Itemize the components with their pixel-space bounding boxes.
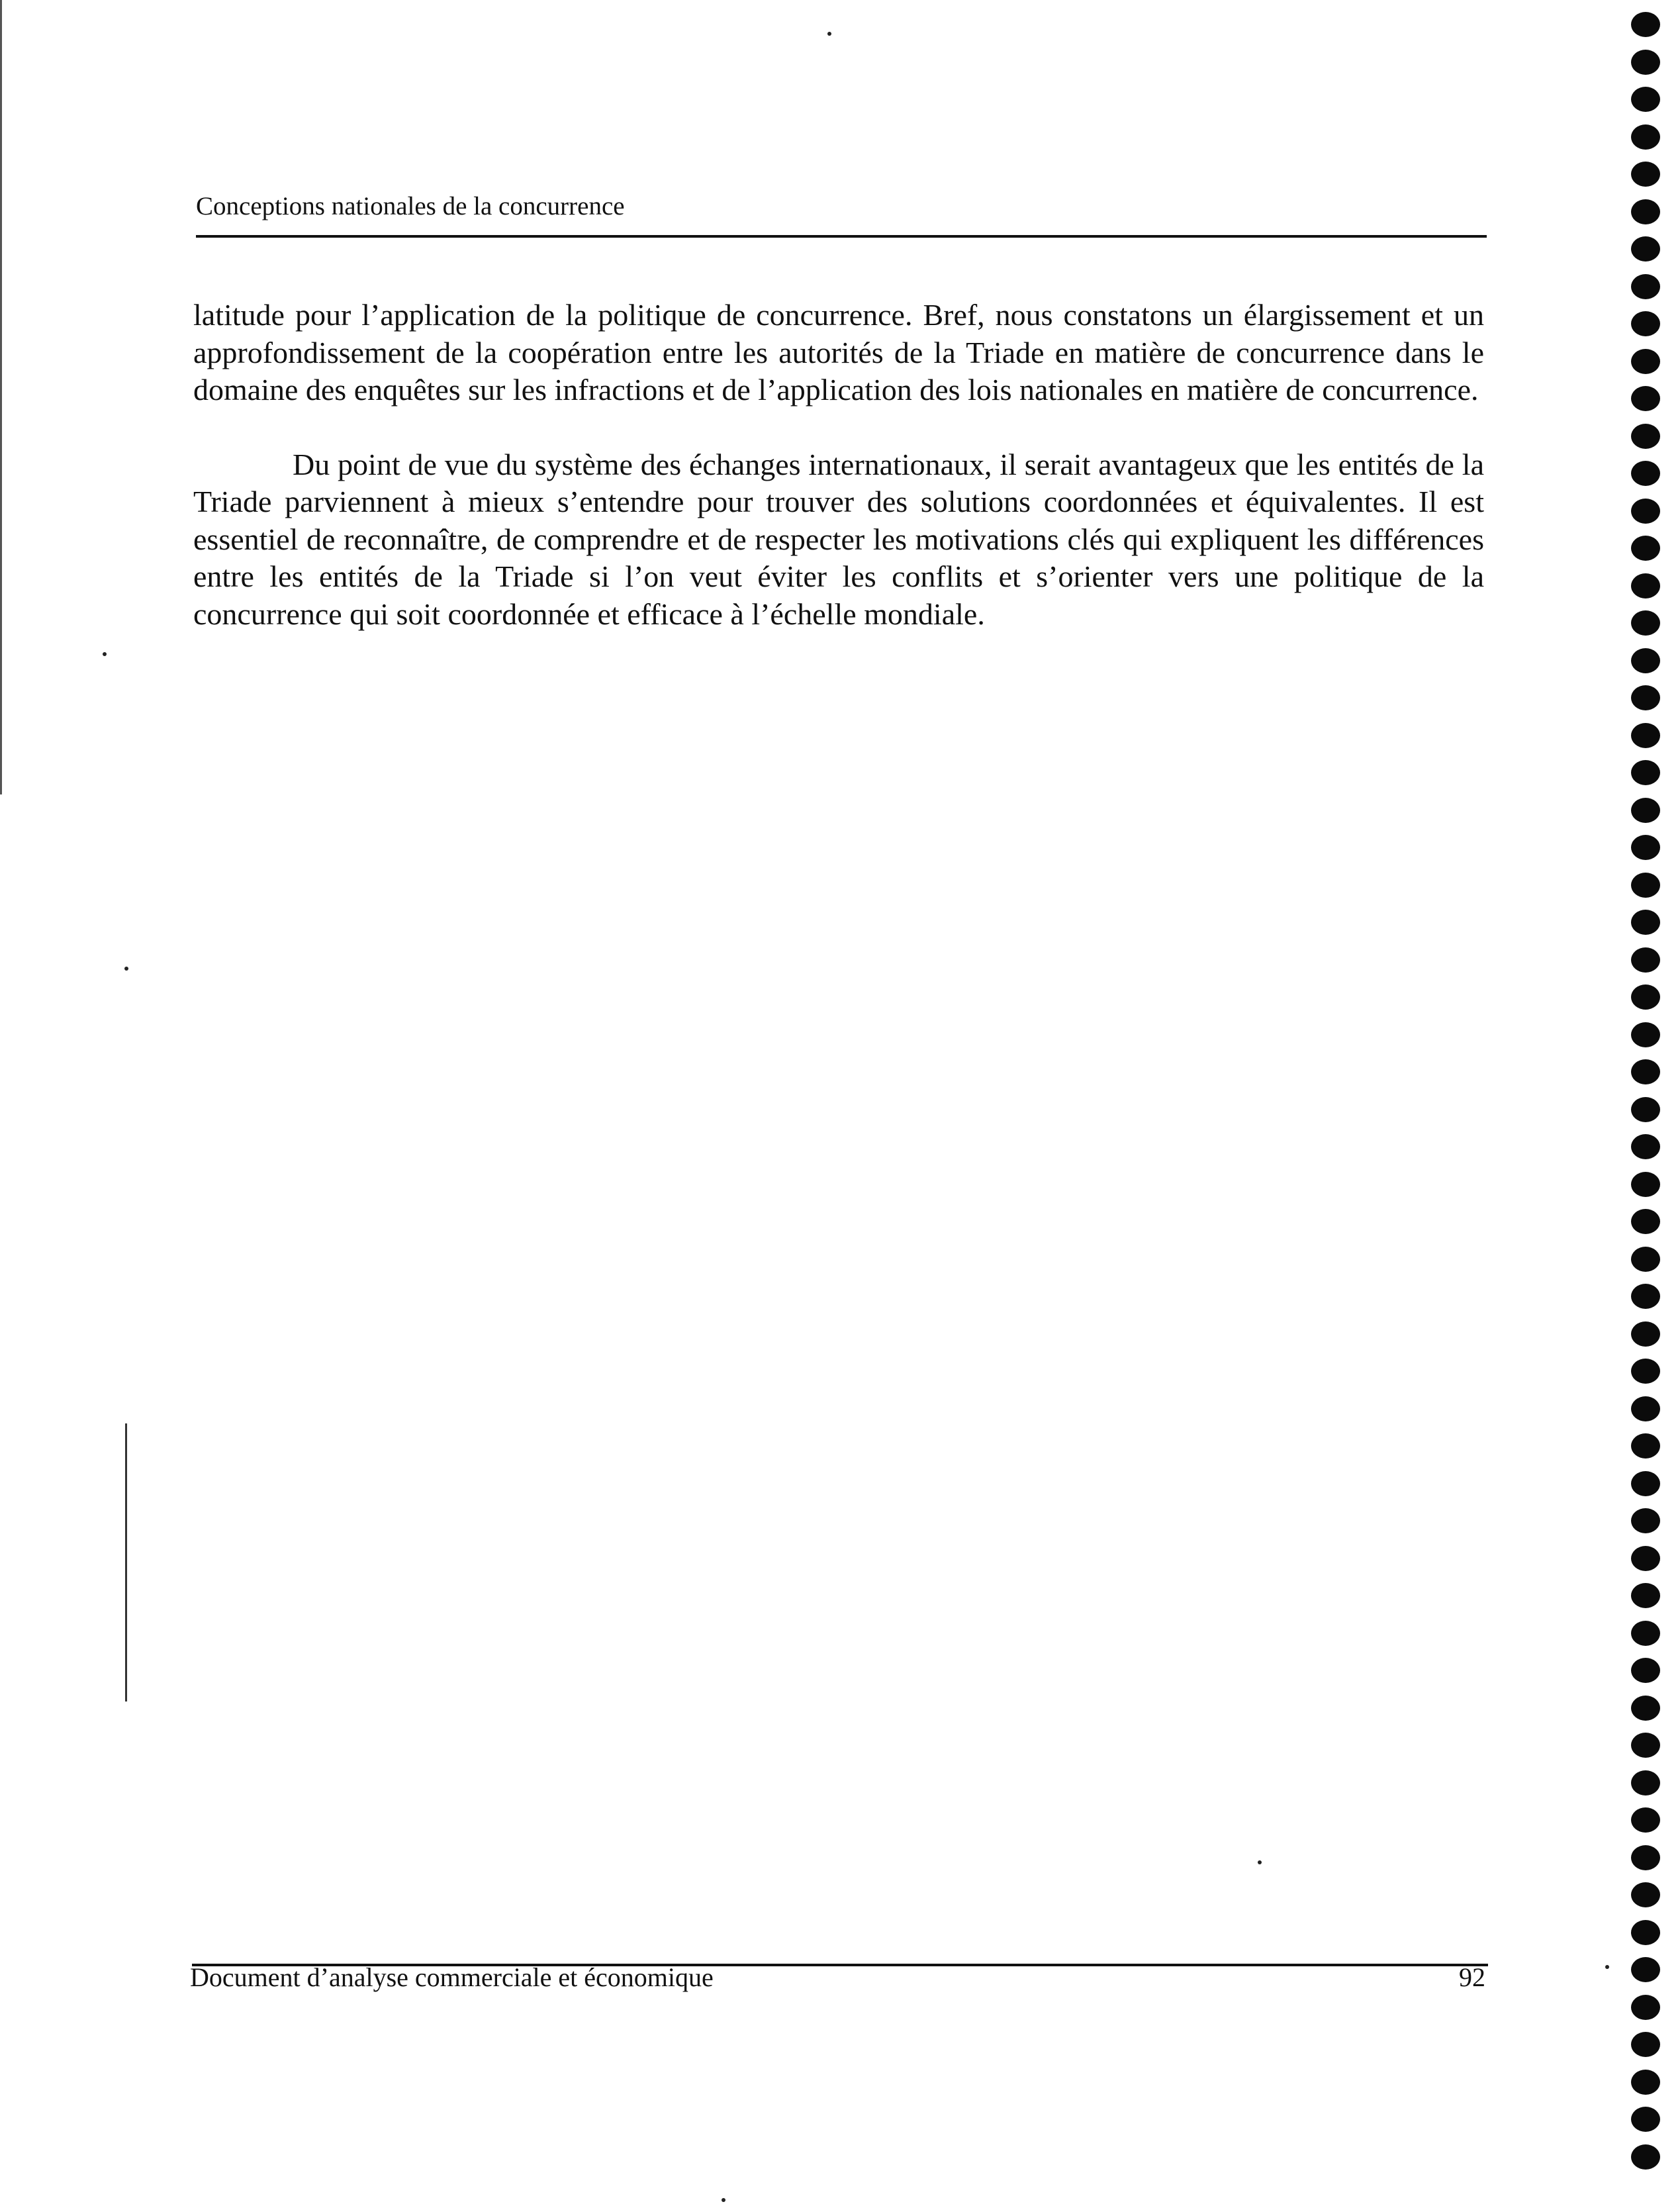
binding-hole (1631, 1658, 1660, 1683)
scan-speck (722, 2198, 725, 2202)
binding-hole (1631, 873, 1660, 898)
scan-speck (1605, 1965, 1609, 1969)
binding-hole (1631, 199, 1660, 224)
paragraph-1: latitude pour l’application de la politique de concurrence. Bref, nous constatons un élargissement et un approfondissement de la coopération entre les autorités de la Triade en matière de concurrence dans le domaine des enquêtes sur les infractions et de l’application des lois nationales en matière de concurrence. (193, 298, 1484, 407)
binding-hole (1631, 1508, 1660, 1533)
binding-hole (1631, 835, 1660, 860)
binding-hole (1631, 1583, 1660, 1608)
scan-speck (827, 32, 831, 36)
binding-hole (1631, 87, 1660, 112)
header-rule (196, 235, 1487, 238)
binding-hole (1631, 723, 1660, 748)
binding-hole (1631, 1471, 1660, 1496)
running-header: Conceptions nationales de la concurrence (196, 192, 625, 220)
binding-hole (1631, 1733, 1660, 1758)
binding-hole (1631, 1882, 1660, 1907)
binding-hole (1631, 1134, 1660, 1159)
scan-artifact-line (125, 1423, 127, 1701)
binding-hole (1631, 1807, 1660, 1833)
binding-hole (1631, 1621, 1660, 1646)
binding-hole (1631, 1957, 1660, 1982)
binding-hole (1631, 536, 1660, 561)
binding-hole (1631, 984, 1660, 1010)
binding-hole (1631, 685, 1660, 710)
binding-hole (1631, 1396, 1660, 1421)
page-edge-shadow (0, 0, 2, 794)
binding-hole (1631, 12, 1660, 37)
binding-hole (1631, 461, 1660, 486)
binding-hole (1631, 947, 1660, 973)
binding-hole (1631, 499, 1660, 524)
binding-hole (1631, 349, 1660, 374)
binding-hole (1631, 1359, 1660, 1384)
binding-hole (1631, 1546, 1660, 1571)
binding-hole (1631, 1770, 1660, 1796)
binding-hole (1631, 2032, 1660, 2057)
binding-hole (1631, 1209, 1660, 1234)
binding-hole (1631, 1284, 1660, 1309)
binding-hole (1631, 311, 1660, 336)
binding-hole (1631, 910, 1660, 935)
binding-hole (1631, 760, 1660, 785)
binding-hole (1631, 124, 1660, 150)
binding-hole (1631, 1097, 1660, 1122)
binding-hole (1631, 386, 1660, 411)
scan-speck (103, 652, 107, 656)
binding-hole (1631, 573, 1660, 599)
binding-hole (1631, 1247, 1660, 1272)
binding-holes (1631, 12, 1664, 2197)
binding-hole (1631, 1059, 1660, 1084)
body-text (193, 297, 1484, 633)
binding-hole (1631, 1920, 1660, 1945)
binding-hole (1631, 610, 1660, 636)
binding-hole (1631, 1995, 1660, 2020)
binding-hole (1631, 2070, 1660, 2095)
binding-hole (1631, 648, 1660, 673)
binding-hole (1631, 1433, 1660, 1459)
page-number: 92 (1459, 1962, 1485, 1992)
binding-hole (1631, 274, 1660, 299)
binding-hole (1631, 1022, 1660, 1047)
binding-hole (1631, 424, 1660, 449)
binding-hole (1631, 1321, 1660, 1347)
scan-speck (124, 967, 128, 971)
binding-hole (1631, 236, 1660, 262)
binding-hole (1631, 2107, 1660, 2132)
binding-hole (1631, 1172, 1660, 1197)
binding-hole (1631, 2144, 1660, 2170)
binding-hole (1631, 798, 1660, 823)
scan-speck (1258, 1860, 1262, 1864)
binding-hole (1631, 1845, 1660, 1870)
paragraph-2: Du point de vue du système des échanges internationaux, il serait avantageux que les entités de la Triade parviennent à mieux s’entendre pour trouver des solutions coordonnées et équivalentes. Il est essentiel de reconnaître, de comprendre et de respecter les motivations clés qui expliquent les différences entre les entités de la Triade si l’on veut éviter les conflits et s’orienter vers une politique de la concurrence qui soit coordonnée et efficace à l’échelle mondiale. (193, 447, 1484, 631)
binding-hole (1631, 162, 1660, 187)
binding-hole (1631, 50, 1660, 75)
binding-hole (1631, 1696, 1660, 1721)
footer-title: Document d’analyse commerciale et économique (190, 1962, 714, 1992)
